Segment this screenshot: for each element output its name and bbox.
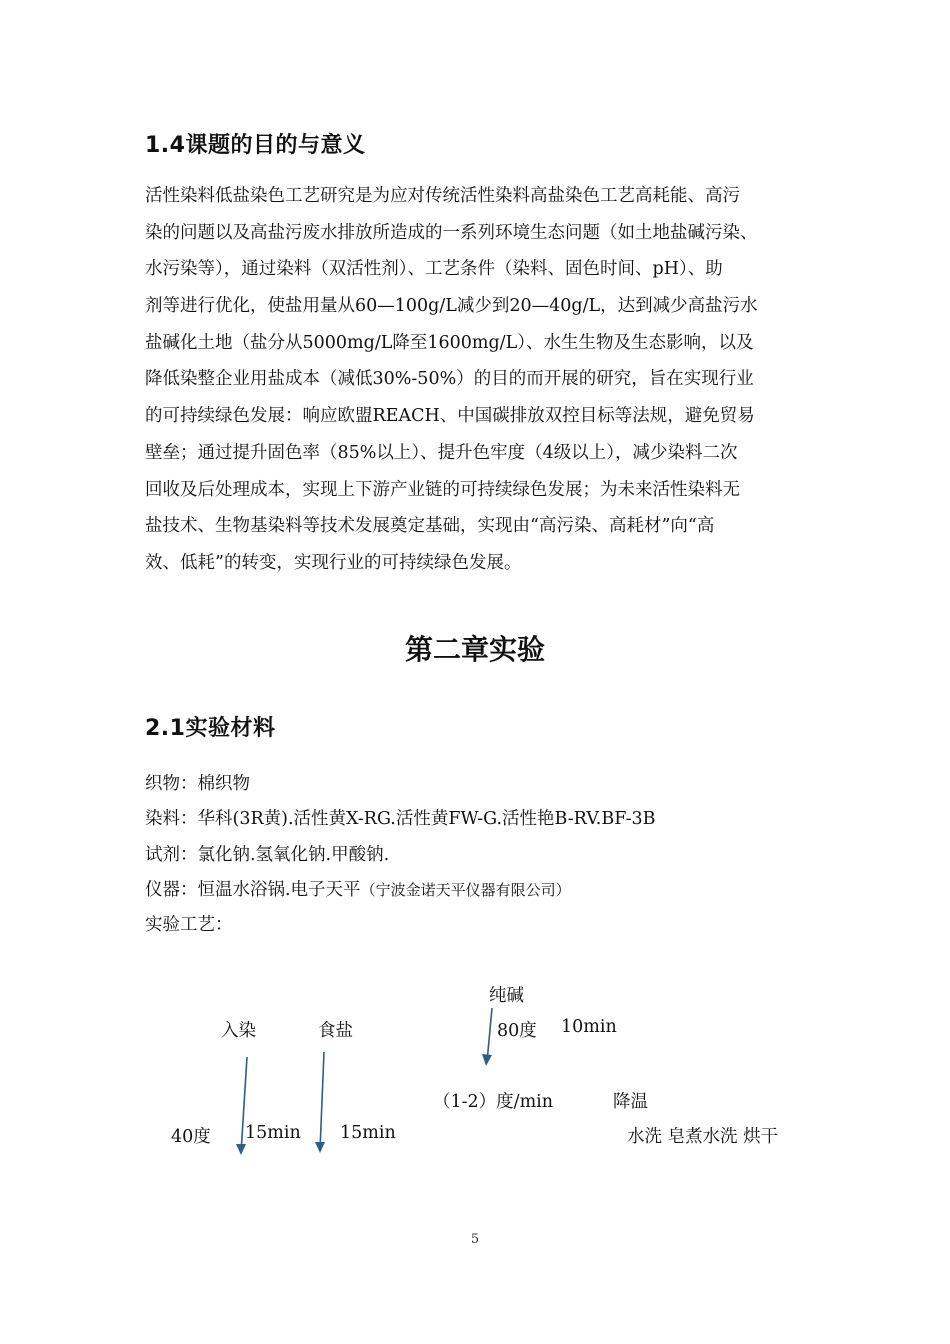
arrow-salt-head bbox=[315, 1142, 325, 1153]
chapter-title: 第二章实验 bbox=[404, 633, 545, 666]
process-label: 实验工艺： bbox=[145, 915, 233, 935]
paragraph-line: 水污染等），通过染料（双活性剂）、工艺条件（染料、固色时间、pH）、助 bbox=[145, 259, 723, 280]
label-80-degrees: 80度 bbox=[497, 1021, 537, 1041]
paragraph-line: 壁垒；通过提升固色率（85%以上）、提升色牢度（4级以上），减少染料二次 bbox=[145, 442, 738, 463]
label-finishing-steps: 水洗 皂煮水洗 烘干 bbox=[627, 1127, 779, 1147]
materials-dyes: 染料：华科(3R黄).活性黄X-RG.活性黄FW-G.活性艳B-RV.BF-3B bbox=[145, 809, 656, 829]
label-15-min-first: 15min bbox=[245, 1123, 301, 1143]
paragraph-line: 降低染整企业用盐成本（减低30%-50%）的目的而开展的研究，旨在实现行业 bbox=[145, 369, 754, 390]
label-10-min: 10min bbox=[561, 1017, 617, 1037]
materials-reagents: 试剂：氯化钠.氢氧化钠.甲酸钠. bbox=[145, 845, 390, 865]
label-40-degrees: 40度 bbox=[171, 1127, 211, 1147]
paragraph-line: 效、低耗”的转变，实现行业的可持续绿色发展。 bbox=[145, 552, 522, 573]
paragraph-line: 活性染料低盐染色工艺研究是为应对传统活性染料高盐染色工艺高耗能、高污 bbox=[145, 186, 740, 206]
arrow-salt bbox=[320, 1052, 324, 1150]
label-salt: 食盐 bbox=[318, 1021, 353, 1041]
instruments-note: （宁波金诺天平仪器有限公司） bbox=[360, 881, 571, 899]
page-number: 5 bbox=[470, 1232, 480, 1247]
arrow-dye-in bbox=[241, 1057, 247, 1153]
paragraph-line: 剂等进行优化，使盐用量从60—100g/L减少到20—40g/L，达到减少高盐污水 bbox=[145, 296, 758, 317]
paragraph-line: 的可持续绿色发展：响应欧盟REACH、中国碳排放双控目标等法规，避免贸易 bbox=[145, 406, 755, 427]
label-15-min-second: 15min bbox=[340, 1123, 396, 1143]
paragraph-line: 盐碱化土地（盐分从5000mg/L降至1600mg/L）、水生生物及生态影响，以及 bbox=[145, 332, 754, 353]
section-heading-1-4: 1.4课题的目的与意义 bbox=[145, 133, 366, 158]
paragraph-line: 盐技术、生物基染料等技术发展奠定基础，实现由“高污染、高耗材”向“高 bbox=[145, 516, 715, 537]
arrow-soda bbox=[487, 1008, 492, 1062]
paragraph-line: 回收及后处理成本，实现上下游产业链的可持续绿色发展；为未来活性染料无 bbox=[145, 479, 740, 500]
paragraph-line: 染的问题以及高盐污废水排放所造成的一系列环境生态问题（如土地盐碱污染、 bbox=[145, 222, 758, 243]
instruments-main: 仪器：恒温水浴锅.电子天平 bbox=[145, 880, 361, 900]
label-heating-rate: （1-2）度/min bbox=[433, 1092, 554, 1112]
arrow-soda-head bbox=[482, 1054, 492, 1066]
materials-fabric: 织物：棉织物 bbox=[145, 774, 250, 794]
section-heading-2-1: 2.1实验材料 bbox=[145, 716, 276, 741]
arrow-dye-in-head bbox=[236, 1144, 246, 1155]
label-dye-in: 入染 bbox=[221, 1021, 256, 1041]
label-cooling: 降温 bbox=[613, 1092, 648, 1112]
label-soda: 纯碱 bbox=[489, 986, 524, 1006]
